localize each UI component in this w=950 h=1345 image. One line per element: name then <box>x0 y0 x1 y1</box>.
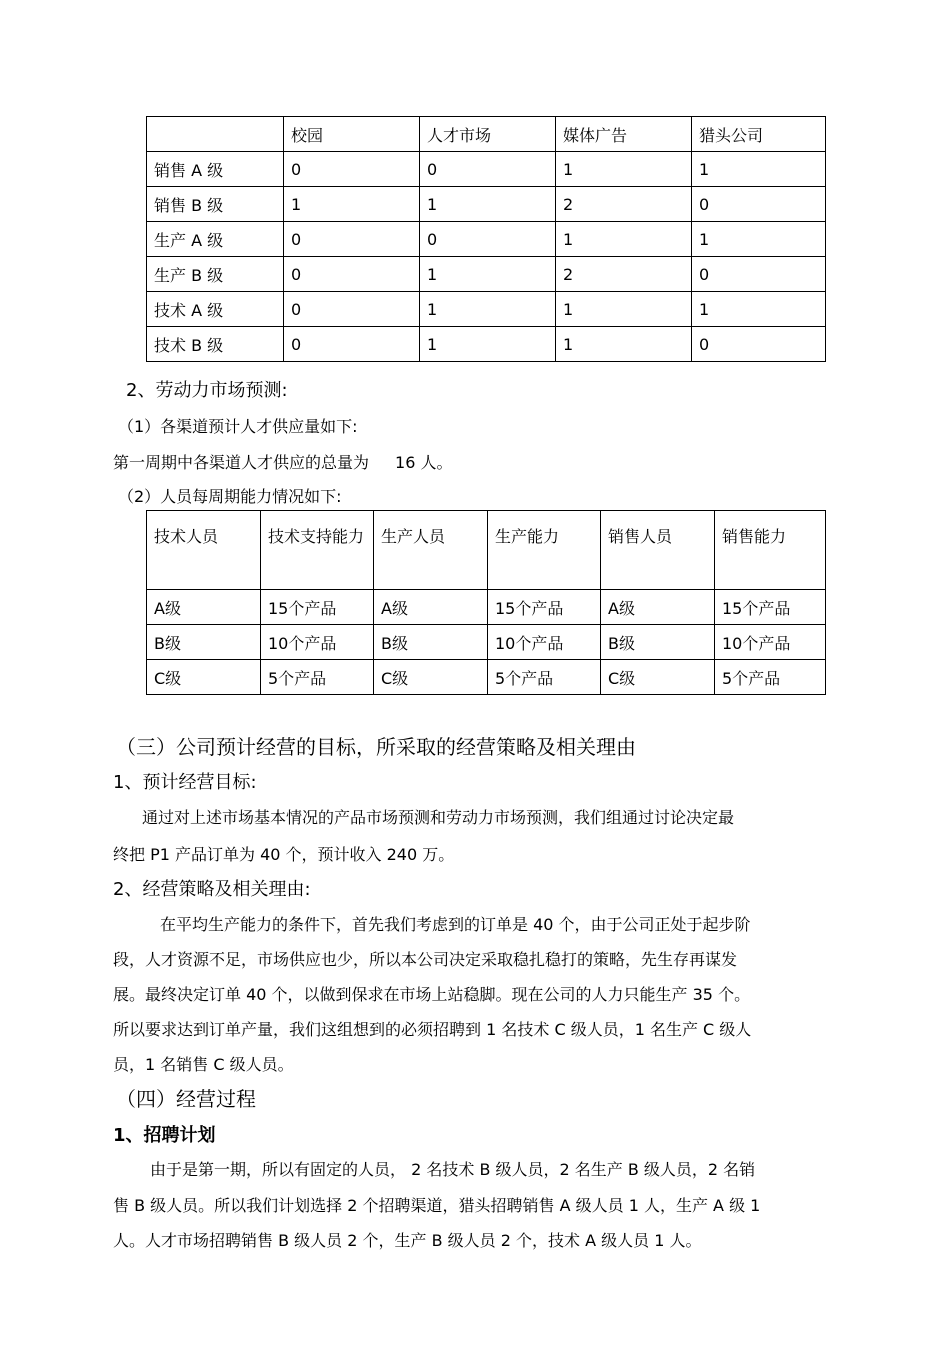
number-span: 16 人。 <box>395 453 453 472</box>
table-cell: 5个产品 <box>715 660 826 695</box>
table-header-row <box>147 511 826 590</box>
table-row <box>147 187 826 222</box>
table-header-cell: 生产人员 <box>374 511 488 590</box>
table-cell: 1 <box>556 222 692 257</box>
table-cell: C级 <box>601 660 715 695</box>
table-cell: 技术 A 级 <box>147 292 284 327</box>
table-cell: 5个产品 <box>488 660 601 695</box>
table-cell: 1 <box>692 222 826 257</box>
subheading: （1）各渠道预计人才供应量如下: <box>118 417 358 436</box>
table-cell: A级 <box>601 590 715 625</box>
paragraph-line: 所以要求达到订单产量，我们这组想到的必须招聘到 1 名技术 C 级人员，1 名生产 C 级人 <box>113 1020 752 1039</box>
table-cell: 1 <box>692 292 826 327</box>
table-cell: 10个产品 <box>488 625 601 660</box>
table-cell: 1 <box>284 187 420 222</box>
paragraph-line: 展。最终决定订单 40 个，以做到保求在市场上站稳脚。现在公司的人力只能生产 35 个。 <box>113 985 751 1004</box>
table-cell: 0 <box>284 222 420 257</box>
table-cell: A级 <box>147 590 261 625</box>
table-header-cell: 猎头公司 <box>692 117 826 152</box>
table-cell: 1 <box>556 327 692 362</box>
table-cell: C级 <box>374 660 488 695</box>
table-cell: 0 <box>420 222 556 257</box>
paragraph-line: 售 B 级人员。所以我们计划选择 2 个招聘渠道，猎头招聘销售 A 级人员 1 人，生产 A 级 1 <box>113 1196 761 1215</box>
table-cell: 0 <box>284 292 420 327</box>
section-heading: 1、预计经营目标: <box>113 772 257 793</box>
paragraph-line <box>113 450 452 473</box>
table-row <box>147 152 826 187</box>
table-cell: 0 <box>420 152 556 187</box>
table-row <box>147 257 826 292</box>
table-row <box>147 590 826 625</box>
table-cell: B级 <box>601 625 715 660</box>
table-cell: 10个产品 <box>261 625 374 660</box>
table-row <box>147 222 826 257</box>
table-header-cell: 生产能力 <box>488 511 601 590</box>
table-cell: C级 <box>147 660 261 695</box>
capability-table <box>146 510 826 695</box>
paragraph-line: 在平均生产能力的条件下，首先我们考虑到的订单是 40 个，由于公司正处于起步阶 <box>160 915 751 934</box>
table-header-cell: 校园 <box>284 117 420 152</box>
table-row <box>147 292 826 327</box>
table-header-row <box>147 117 826 152</box>
table-cell: 销售 A 级 <box>147 152 284 187</box>
table-cell: 生产 A 级 <box>147 222 284 257</box>
table-cell: B级 <box>147 625 261 660</box>
table-cell: 0 <box>284 327 420 362</box>
table-header-cell: 销售能力 <box>715 511 826 590</box>
table-cell: 0 <box>692 257 826 292</box>
table-cell: 10个产品 <box>715 625 826 660</box>
table-cell: 0 <box>284 152 420 187</box>
paragraph-line: 通过对上述市场基本情况的产品市场预测和劳动力市场预测，我们组通过讨论决定最 <box>142 808 735 827</box>
paragraph-line: 由于是第一期，所以有固定的人员， 2 名技术 B 级人员，2 名生产 B 级人员，2 名销 <box>150 1160 756 1179</box>
table-cell: 0 <box>692 327 826 362</box>
table-cell: 1 <box>692 152 826 187</box>
table-cell: 1 <box>420 187 556 222</box>
table-cell: 生产 B 级 <box>147 257 284 292</box>
table-cell: 1 <box>420 257 556 292</box>
table-cell: 2 <box>556 187 692 222</box>
table-cell: 0 <box>284 257 420 292</box>
table-cell: 15个产品 <box>715 590 826 625</box>
section-heading: 2、劳动力市场预测: <box>126 380 288 401</box>
table-header-cell: 媒体广告 <box>556 117 692 152</box>
table-cell: 1 <box>556 152 692 187</box>
text-span: 第一周期中各渠道人才供应的总量为 <box>113 453 370 472</box>
paragraph-line: 段，人才资源不足，市场供应也少，所以本公司决定采取稳扎稳打的策略，先生存再谋发 <box>113 950 738 969</box>
table-cell: B级 <box>374 625 488 660</box>
table-cell: 技术 B 级 <box>147 327 284 362</box>
table-cell: 1 <box>420 327 556 362</box>
subheading: （2）人员每周期能力情况如下: <box>118 487 342 506</box>
paragraph-line: 人。人才市场招聘销售 B 级人员 2 个，生产 B 级人员 2 个，技术 A 级人员 1 人。 <box>113 1231 702 1250</box>
table-row <box>147 327 826 362</box>
table-header-cell <box>147 117 284 152</box>
table-row <box>147 625 826 660</box>
table-row <box>147 660 826 695</box>
section-heading: 1、招聘计划 <box>113 1125 216 1146</box>
table-cell: 15个产品 <box>488 590 601 625</box>
table-cell: 5个产品 <box>261 660 374 695</box>
table-cell: 销售 B 级 <box>147 187 284 222</box>
table-cell: 2 <box>556 257 692 292</box>
section-heading: 2、经营策略及相关理由: <box>113 879 311 900</box>
table-header-cell: 技术人员 <box>147 511 261 590</box>
table-header-cell: 技术支持能力 <box>261 511 374 590</box>
table-cell: 0 <box>692 187 826 222</box>
table-cell: A级 <box>374 590 488 625</box>
table-cell: 1 <box>420 292 556 327</box>
table-header-cell: 销售人员 <box>601 511 715 590</box>
part-heading: （三）公司预计经营的目标，所采取的经营策略及相关理由 <box>116 735 636 759</box>
table-header-cell: 人才市场 <box>420 117 556 152</box>
channel-table <box>146 116 826 362</box>
table-cell: 1 <box>556 292 692 327</box>
table-cell: 15个产品 <box>261 590 374 625</box>
paragraph-line: 员，1 名销售 C 级人员。 <box>113 1055 294 1074</box>
paragraph-line: 终把 P1 产品订单为 40 个，预计收入 240 万。 <box>113 845 455 864</box>
part-heading: （四）经营过程 <box>116 1087 256 1111</box>
